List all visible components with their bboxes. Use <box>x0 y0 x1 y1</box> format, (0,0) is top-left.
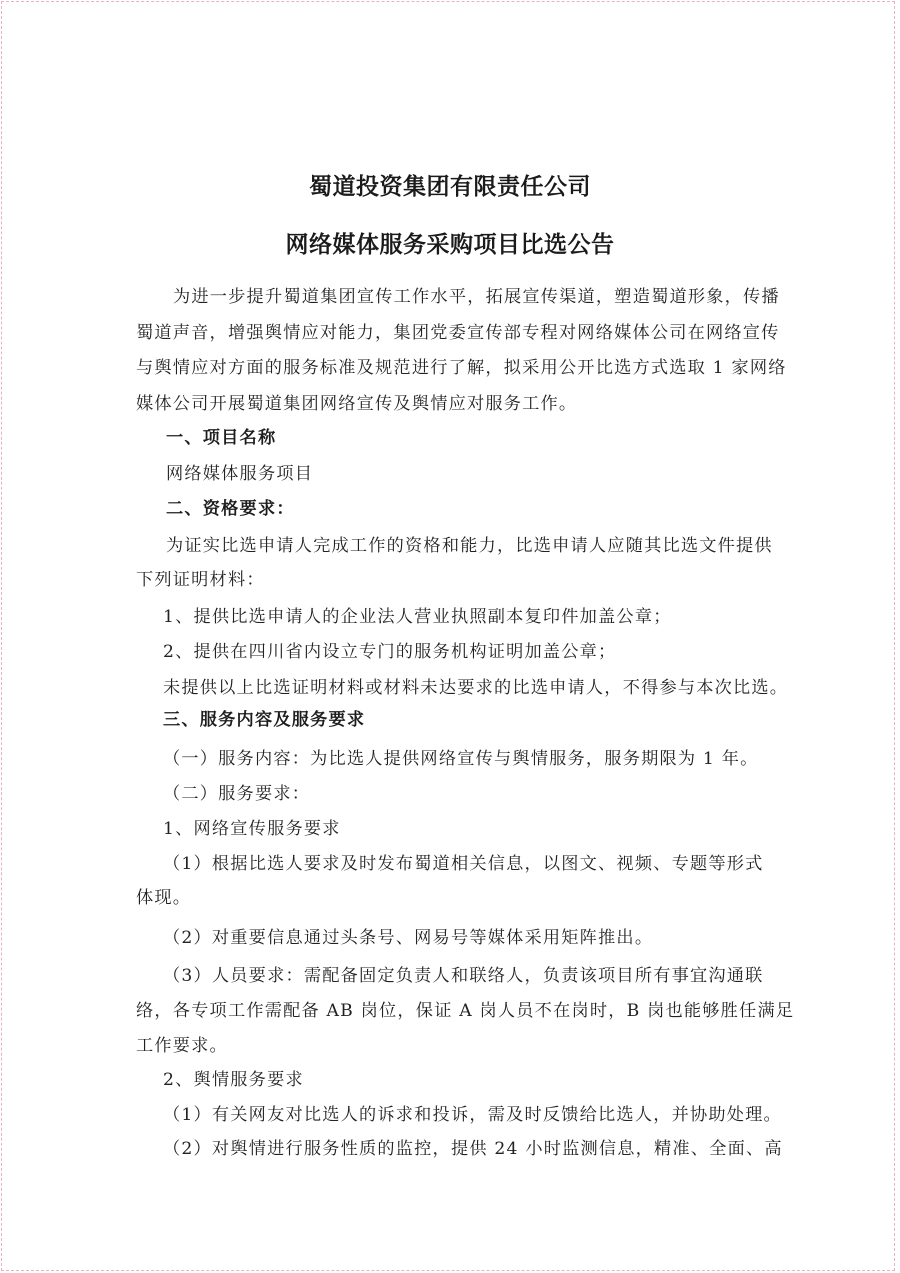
qualification-item-1: 1、提供比选申请人的企业法人营业执照副本复印件加盖公章； <box>163 607 672 627</box>
document-title-notice: 网络媒体服务采购项目比选公告 <box>285 232 615 258</box>
qualification-intro-line-1: 为证实比选申请人完成工作的资格和能力，比选申请人应随其比选文件提供 <box>166 536 773 556</box>
qualification-intro-line-2: 下列证明材料： <box>136 570 265 590</box>
qualification-item-2: 2、提供在四川省内设立专门的服务机构证明加盖公章； <box>163 642 617 662</box>
opinion-item-2: （2）对舆情进行服务性质的监控，提供 24 小时监测信息，精准、全面、高 <box>163 1139 783 1159</box>
qualification-note: 未提供以上比选证明材料或材料未达要求的比选申请人，不得参与本次比选。 <box>163 678 789 698</box>
publicity-item-2: （2）对重要信息通过头条号、网易号等媒体采用矩阵推出。 <box>163 928 654 948</box>
intro-line-4: 媒体公司开展蜀道集团网络宣传及舆情应对服务工作。 <box>136 394 578 414</box>
document-title-company: 蜀道投资集团有限责任公司 <box>309 174 591 200</box>
intro-line-2: 蜀道声音，增强舆情应对能力，集团党委宣传部专程对网络媒体公司在网络宣传 <box>136 323 780 343</box>
publicity-item-1-line-2: 体现。 <box>136 888 192 908</box>
publicity-item-3-line-2: 络，各专项工作需配备 AB 岗位，保证 A 岗人员不在岗时，B 岗也能够胜任满足 <box>136 1001 795 1021</box>
section-2-heading: 二、资格要求： <box>166 499 295 519</box>
opinion-item-1: （1）有关网友对比选人的诉求和投诉，需及时反馈给比选人，并协助处理。 <box>163 1105 782 1125</box>
intro-line-3: 与舆情应对方面的服务标准及规范进行了解，拟采用公开比选方式选取 1 家网络 <box>136 358 787 378</box>
section-3-heading: 三、服务内容及服务要求 <box>163 710 366 730</box>
publicity-item-3-line-3: 工作要求。 <box>136 1036 228 1056</box>
service-content: （一）服务内容：为比选人提供网络宣传与舆情服务，服务期限为 1 年。 <box>163 749 759 769</box>
project-name: 网络媒体服务项目 <box>166 464 314 484</box>
public-opinion-heading: 2、舆情服务要求 <box>163 1070 304 1090</box>
section-1-heading: 一、项目名称 <box>166 428 277 448</box>
publicity-item-1-line-1: （1）根据比选人要求及时发布蜀道相关信息，以图文、视频、专题等形式 <box>163 854 764 874</box>
service-requirements-heading: （二）服务要求： <box>163 784 311 804</box>
intro-line-1: 为进一步提升蜀道集团宣传工作水平，拓展宣传渠道，塑造蜀道形象，传播 <box>173 287 780 307</box>
publicity-item-3-line-1: （3）人员要求：需配备固定负责人和联络人，负责该项目所有事宜沟通联 <box>163 966 764 986</box>
network-publicity-heading: 1、网络宣传服务要求 <box>163 819 341 839</box>
